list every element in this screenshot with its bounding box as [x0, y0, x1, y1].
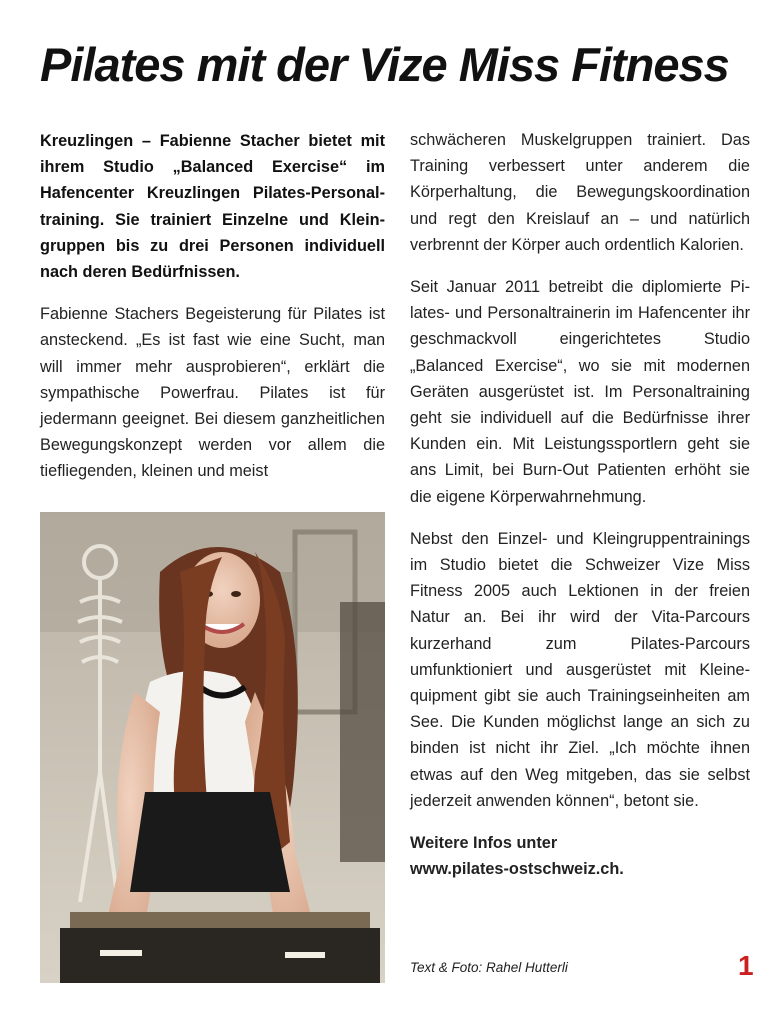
- left-column: [40, 128, 385, 501]
- body-paragraph-1: Fabienne Stachers Begeisterung für Pilates ist ansteckend. „Es ist fast wie eine Sucht, man will immer mehr ausprobieren“, erklärt die sympathische Powerfrau. Pilates ist für jedermann geeignet. Bei diesem ganzheitlichen Bewegungskonzept werden vor allem die tiefliegenden, kleinen und meist: [40, 305, 385, 481]
- website-link[interactable]: www.pilates-ostschweiz.ch.: [410, 860, 624, 879]
- info-line: Weitere Infos unter: [410, 834, 558, 853]
- page-number: 1: [738, 950, 754, 981]
- article-photo: [40, 512, 385, 983]
- body-paragraph-4: Nebst den Einzel- und Kleingruppentrainings im Studio bietet die Schweizer Vize Miss Fitness 2005 auch Lektionen in der freien Natur an. Bei ihr wird der Vita-Parcours kurzerhand zum Pilates-Parcours umfunktioniert und ausgerüstet mit Kleinequipment gibt sie auch Trainingseinheiten am See. Die Kunden möglichst lange an sich zu binden ist nicht ihr Ziel. „Ich möchte ihnen etwas auf den Weg mitgeben, das sie selbst jederzeit anwenden können“, betont sie.: [410, 529, 750, 810]
- lead-paragraph: Kreuzlingen – Fabienne Stacher bietet mit ihrem Studio „Balanced Exercise“ im Hafencenter Kreuzlingen Pilates-Personaltraining. Sie trainiert Einzelne und Kleingruppen bis zu drei Personen individuell nach deren Bedürfnissen.: [40, 132, 385, 282]
- right-column: [410, 127, 750, 882]
- body-paragraph-3: Seit Januar 2011 betreibt die diplomierte Pilates- und Personaltrainerin im Hafencenter ihr geschmackvoll eingerichtetes Studio „Balanced Exercise“, wo sie mit modernen Geräten ausgerüstet ist. Im Personaltraining geht sie individuell auf die Bedürfnisse ihrer Kunden ein. Mit Leistungssportlern geht sie ans Limit, bei Burn-Out Patienten erhöht sie die eigene Körperwahrnehmung.: [410, 278, 750, 506]
- photo-illustration: [40, 512, 385, 983]
- article-title: Pilates mit der Vize Miss Fitness: [40, 38, 729, 91]
- photo-credit: Text & Foto: Rahel Hutterli: [410, 960, 568, 975]
- body-paragraph-2: schwächeren Muskelgruppen trainiert. Das Training verbessert unter anderem die Körperhaltung, die Bewegungskoordination und regt den Kreislauf an – und natürlich verbrennt der Körper auch ordentlich Kalorien.: [410, 131, 750, 254]
